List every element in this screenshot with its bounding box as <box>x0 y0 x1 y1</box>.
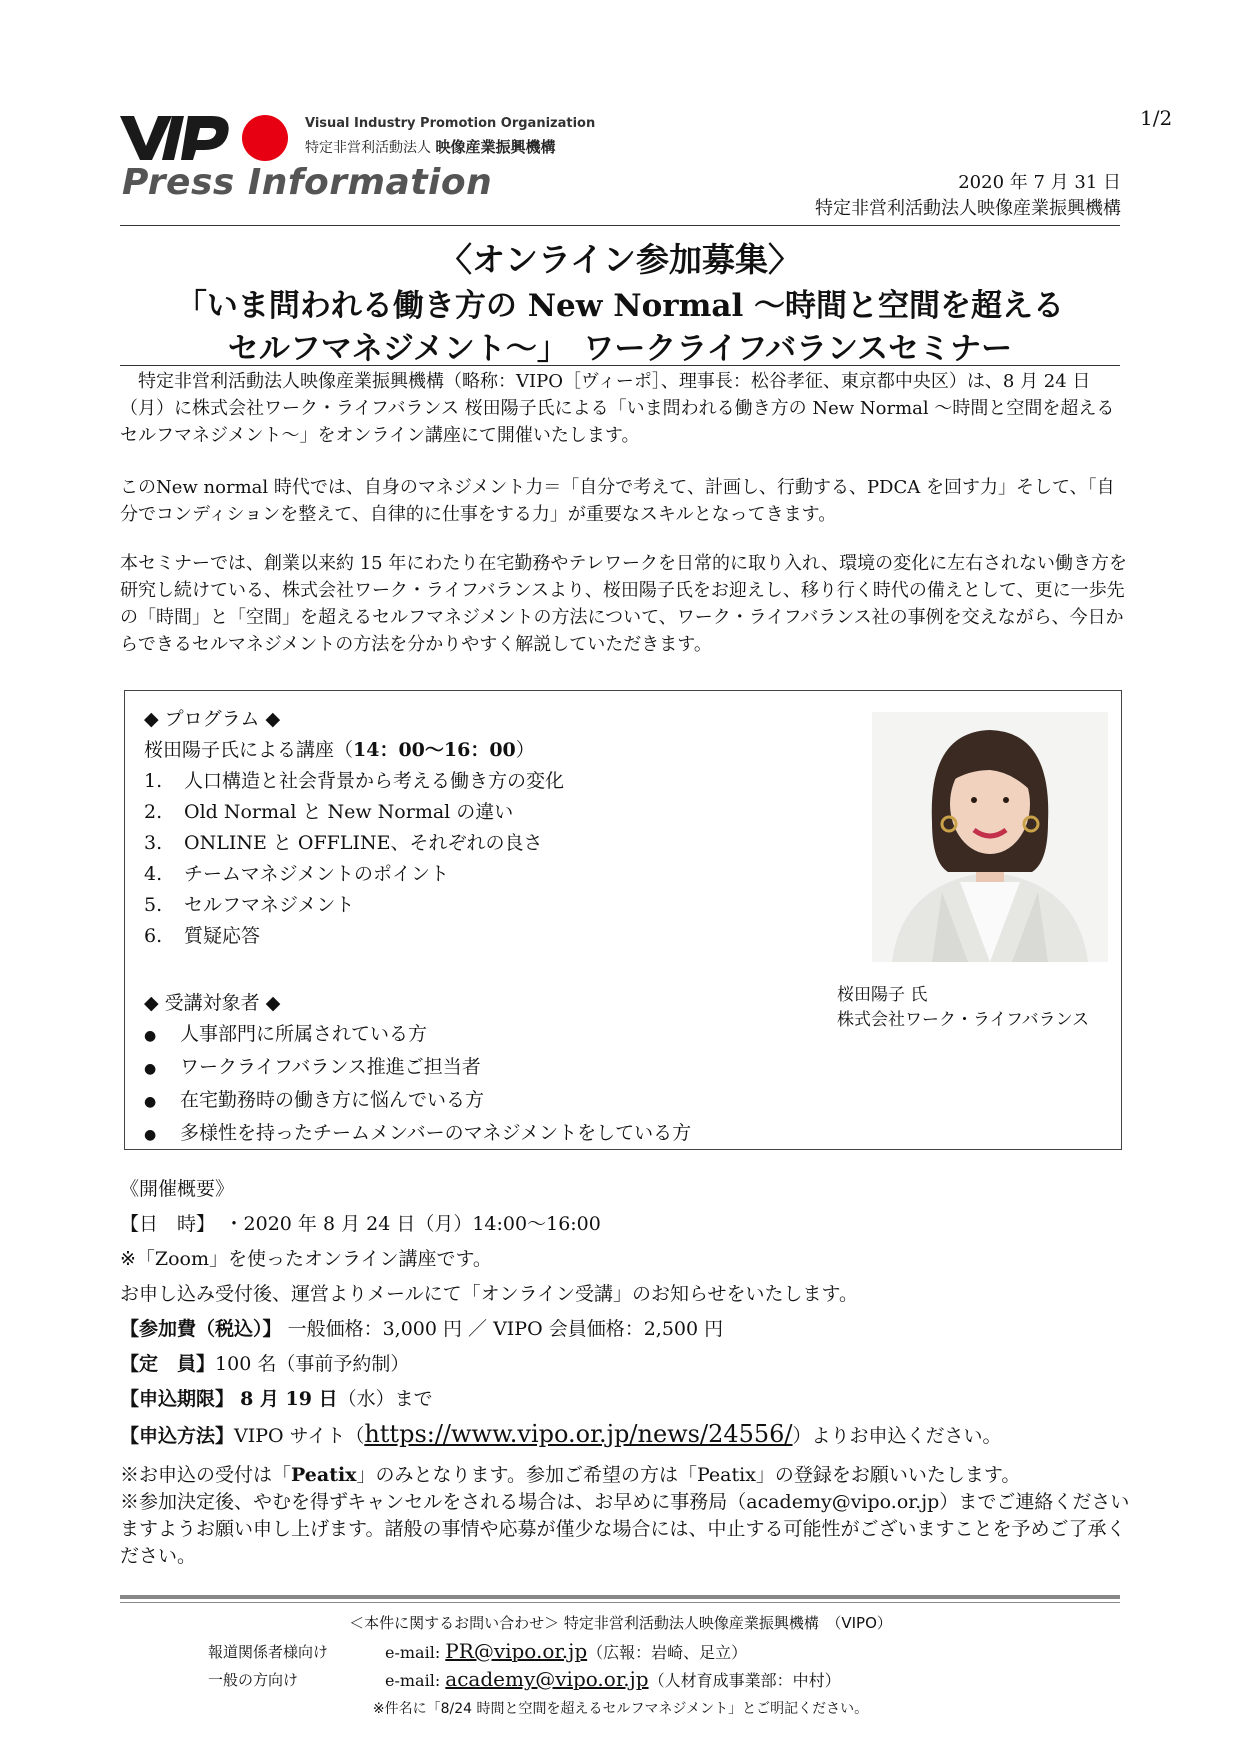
lecture-line: 桜田陽子氏による講座（14：00～16：00） <box>144 739 535 761</box>
speaker-name: 桜田陽子 氏 <box>837 985 928 1005</box>
title-divider <box>120 365 1120 366</box>
notes <box>120 1462 1130 1570</box>
intro-paragraph-3: 本セミナーでは、創業以来約 15 年にわたり在宅勤務やテレワークを日常的に取り入れ、環境の変化に左右されない働き方を研究し続けている、株式会社ワーク・ライフバランスより、桜田陽子氏をお迎えし、移り行く時代の備えとして、更に一歩先の「時間」と「空間」を超えるセルフマネジメントの方法について、ワーク・ライフバランス社の事例を交えながら、今日からできるセルマネジメントの方法を分かりやすく解説していただきます。 <box>120 553 1128 655</box>
target-item: ● ワークライフバランス推進ご担当者 <box>144 1056 481 1078</box>
release-date: 2020 年 7 月 31 日 <box>958 172 1121 193</box>
general-contact-label: 一般の方向け <box>208 1671 299 1689</box>
press-email-link[interactable]: PR@vipo.or.jp <box>445 1639 588 1663</box>
program-item: 2. Old Normal と New Normal の違い <box>144 801 514 823</box>
intro-paragraph-2: このNew normal 時代では、自身のマネジメント力＝「自分で考えて、計画し、行動する、PDCA を回す力」そして、「自分でコンディションを整えて、自律的に仕事をする力」が重要なスキルとなってきます。 <box>120 477 1115 525</box>
intro-paragraph-1: 特定非営利活動法人映像産業振興機構（略称：VIPO［ヴィーポ］、理事長：松谷孝征、東京都中央区）は、8 月 24 日（月）に株式会社ワーク・ライフバランス 桜田陽子氏による「いま問われる働き方の New Normal ～時間と空間を超えるセルフマネジメント～」をオンライン講座にて開催いたします。 <box>120 371 1115 446</box>
program-item: 6. 質疑応答 <box>144 925 261 947</box>
program-item: 4. チームマネジメントのポイント <box>144 863 450 885</box>
target-item: ● 人事部門に所属されている方 <box>144 1023 428 1045</box>
vipo-logo <box>120 112 310 162</box>
event-date: 【日 時】 ・2020 年 8 月 24 日（月）14:00～16:00 <box>120 1213 601 1235</box>
cancel-note: ※参加決定後、やむを得ずキャンセルをされる場合は、お早めに事務局（academy@vipo.or.jp）までご連絡くださいますようお願い申し上げます。諸般の事情や応募が僅少な場合には、中止する可能性がございますことを予めご了承ください。 <box>120 1491 1130 1567</box>
application-url-link[interactable]: https://www.vipo.or.jp/news/24556/ <box>364 1420 793 1448</box>
title-line-2: 「いま問われる働き方の New Normal ～時間と空間を超える <box>175 288 1065 324</box>
logo-text: VIPO <box>265 142 268 143</box>
program-item: 5. セルフマネジメント <box>144 894 355 916</box>
application-method: 【申込方法】VIPO サイト（https://www.vipo.or.jp/news/24556/）よりお申込ください。 <box>120 1420 1002 1448</box>
press-contact-label: 報道関係者様向け <box>208 1643 329 1661</box>
event-details <box>120 1172 1130 1454</box>
press-information-heading: Press Information <box>122 162 493 203</box>
target-list <box>144 1019 691 1151</box>
title-line-1: 〈オンライン参加募集〉 <box>438 240 801 279</box>
program-item: 1. 人口構造と社会背景から考える働き方の変化 <box>144 770 565 792</box>
press-contact: e-mail: PR@vipo.or.jp（広報：岩崎、足立） <box>385 1639 748 1663</box>
target-heading: ◆ 受講対象者 ◆ <box>144 992 281 1014</box>
org-english-name: Visual Industry Promotion Organization <box>305 116 596 131</box>
issuer-name: 特定非営利活動法人映像産業振興機構 <box>815 198 1121 219</box>
program-item: 3. ONLINE と OFFLINE、それぞれの良さ <box>144 832 543 854</box>
program-heading: ◆ プログラム ◆ <box>144 708 281 730</box>
zoom-note: ※「Zoom」を使ったオンライン講座です。 <box>120 1248 492 1270</box>
mail-note: お申し込み受付後、運営よりメールにて「オンライン受講」のお知らせをいたします。 <box>120 1283 858 1305</box>
deadline: 【申込期限】 8 月 19 日（水）まで <box>120 1388 433 1410</box>
target-section <box>144 988 691 1151</box>
general-contact: e-mail: academy@vipo.or.jp（人材育成事業部：中村） <box>385 1667 841 1691</box>
details-heading: 《開催概要》 <box>120 1178 235 1200</box>
title-line-3: セルフマネジメント～」 ワークライフバランスセミナー <box>227 331 1013 367</box>
fee: 【参加費（税込）】 一般価格：3,000 円 ／ VIPO 会員価格：2,500 円 <box>120 1318 724 1340</box>
page-number: 1/2 <box>1140 106 1173 130</box>
target-item: ● 在宅勤務時の働き方に悩んでいる方 <box>144 1089 485 1111</box>
capacity: 【定 員】100 名（事前予約制） <box>120 1353 410 1375</box>
contact-heading: ＜本件に関するお問い合わせ＞ 特定非営利活動法人映像産業振興機構 （VIPO） <box>349 1614 892 1632</box>
header-divider <box>120 225 1120 226</box>
subject-note: ※件名に「8/24 時間と空間を超えるセルフマネジメント」とご明記ください。 <box>372 1701 869 1717</box>
footer-divider-thin <box>120 1602 1120 1603</box>
program-list <box>144 766 564 952</box>
footer-divider-thick <box>120 1595 1120 1599</box>
org-japanese-name: 特定非営利活動法人 映像産業振興機構 <box>305 138 556 156</box>
program-section <box>144 704 564 952</box>
speaker-photo <box>872 712 1108 962</box>
general-email-link[interactable]: academy@vipo.or.jp <box>445 1667 649 1691</box>
target-item: ● 多様性を持ったチームメンバーのマネジメントをしている方 <box>144 1122 692 1144</box>
speaker-company: 株式会社ワーク・ライフバランス <box>837 1010 1090 1030</box>
peatix-note: ※お申込の受付は「Peatix」のみとなります。参加ご希望の方は「Peatix」の登録をお願いいたします。 <box>120 1464 1021 1486</box>
